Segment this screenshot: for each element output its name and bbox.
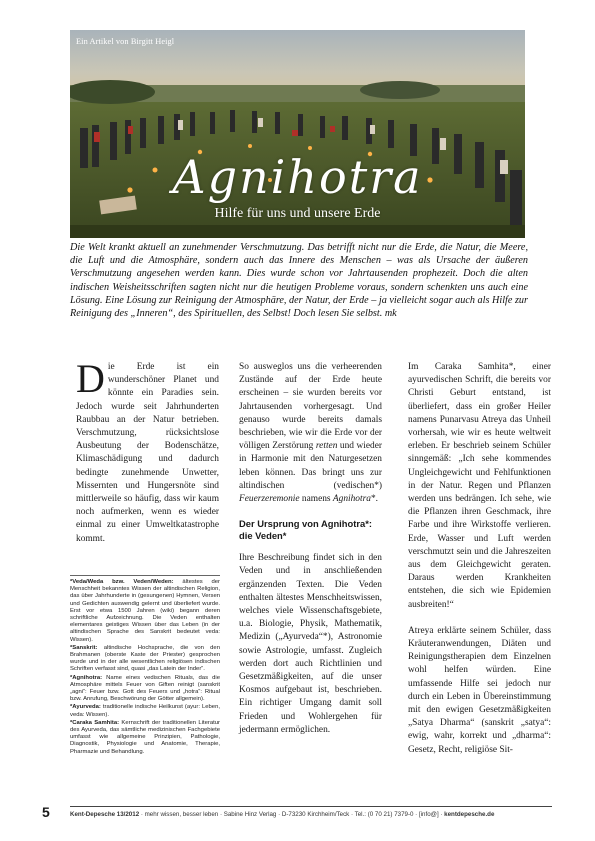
glossary-entry: *Veda/Weda bzw. Veden/Weden: ältestes der Menschheit bekanntes Wissen der altindischen Religion, das über Jahrhunderte in (gesungenen) Hymnen, Versen und Gedichten auswendig gelernt und überliefert wurde. Erst vor etwa 1500 Jahren (wiki) begann deren schriftliche Aufzeichnung. Die Veden enthalten elementares geistiges Wissen über das Leben (in der altindischen Sprache des Sanskrit bedeutet veda: Wissen). [70,579,220,643]
article-title: Agnihotra [172,150,423,204]
column-3 [408,361,551,757]
glossary-entry: *Agnihotra: Name eines vedischen Rituals, das die Atmosphäre mittels Feuer von Giften reinigt (sanskrit „agni“: Feuer bzw. Gott des Feuers und „hotra“: Ritual bzw. Anrufung, Beschwörung der Götter allgemein). [70,674,220,703]
glossary-entry: *Ayurveda: traditionelle indische Heilkunst (ayur: Leben, veda: Wissen). [70,704,220,718]
body-paragraph: So ausweglos uns die verheerenden Zustände auf der Erde heute erscheinen – sie wurden bereits vor Jahrtausenden vorhergesagt. Und genauso wurde bereits damals beschrieben, wie wir die Erde vor der völligen Zerstörung retten und wieder in Harmonie mit den Naturgesetzen leben können. Das bringt uns zur altindischen (vedischen*) Feuerzeremonie namens Agnihotra*. [239,362,382,505]
byline: Ein Artikel von Birgitt Heigl [76,37,175,46]
hero-photo [70,30,525,238]
footer-info: · mehr wissen, besser leben · Sabine Hinz Verlag · D-73230 Kirchheim/Teck · Tel.: (0 70 21) 7379-0 · [info@] · [139,811,445,818]
body-paragraph: Atreya erklärte seinem Schüler, dass Kräuteranwendungen, Diäten und Reinigungstherapien dem Einzelnen wohl helfen würden. Eine umfassende Hilfe sei jedoch nur durch ein Leben in Übereinstimmung mit den ewigen Gesetzmäßigkeiten „Satya Dharma“ (sanskrit „satya“: ewig, wahr, korrekt und „dharma“: Gesetz, Recht, religiöse Sit- [408,625,551,755]
footer-issue: Kent-Depesche 13/2012 [70,811,140,818]
intro-paragraph: Die Erde ist ein wunderschöner Planet und könnte ein Paradies sein. Jedoch wurde seit Jahrhunderten Raubbau an der Natur betrieben. Verschmutzung, rücksichtslose Ausbeutung der Bodenschätze, Klimaschädigung und dadurch bedingte zunehmende Unwetter, Missernten und Hungersnöte sind mittlerweile so häufig, dass wir kaum noch aufmerken, wenn es wieder einmal zu einer Umweltkatastrophe kommt. [76,356,219,544]
glossary-entry: *Caraka Samhita: Kernschrift der traditionellen Literatur des Ayurveda, das sämtliche medizinischen Fachgebiete umfasst wie allgemeine Prinzipien, Pathologie, Diagnostik, Physiologie und Anatomie, Therapie, Pharmazie und Behandlung. [70,719,220,755]
footer-divider [70,806,552,807]
lead-paragraph: Die Welt krankt aktuell an zunehmender Verschmutzung. Das betrifft nicht nur die Erde, die Natur, die Meere, die Luft und die Atmosphäre, sondern auch das Innere des Menschen – was als Ursache der äußeren Verschmutzung angesehen werden kann. Dies wurde schon vor Jahrtausenden prophezeit. Doch die alten indischen Weisheitsschriften sagten nicht nur die heutigen Probleme voraus, sondern schenkten uns auch eine Lösung. Eine Lösung zur Reinigung der Atmosphäre, der Natur, der Erde – ja vielleicht sogar auch als Hilfe zur Reinigung des „Inneren“, des Spirituellen, des Selbst! Doch lesen Sie selbst. mk [70,242,528,320]
footer [70,811,494,818]
glossary-entry: *Sanskrit: altindische Hochsprache, die von den Brahmanen (oberste Kaste der Priester) gesprochen wurde und in der alle wesentlichen religiösen indischen Schriften verfasst sind, quasi „das Latein der Inder“. [70,644,220,673]
footer-website-link[interactable]: kentdepesche.de [444,811,495,818]
body-paragraph: Im Caraka Samhita*, einer ayurvedischen Schrift, die bereits vor Christi Geburt entstand, ist überliefert, dass ein großer Heiler namens Punarvasu Atreya das Unheil vorhersah, wie wir es heute weltweit erleben. Er beschrieb seinem Schüler sinngemäß: „Ich sehe kommendes Ungleichgewicht und Fehlfunktionen in der Natur. Regen und Pflanzen werden uns bedrängen. Ich sehe, wie die Pflanzen ihren Geschmack, ihre Farbe und ihre Wirkstoffe verlieren. Erde, Wasser und Luft werden verschmutzt sein und die Jahreszeiten aus dem Gleichgewicht geraten. Daraus werden Krankheiten entstehen, die sich wie Epidemien ausbreiten!“ [408,362,551,610]
column-2 [239,361,382,737]
drop-cap: D [76,356,105,401]
article-subtitle: Hilfe für uns und unsere Erde [214,206,381,221]
column-1 [76,356,219,546]
glossary-box [70,575,220,757]
body-paragraph: Ihre Beschreibung findet sich in den Veden und in anschließenden ergänzenden Texten. Die Veden enthalten ältestes Menschheitswissen, welches viele Wissenschaftsgebiete, u.a. Biologie, Physik, Mathematik, Medizin („Ayurveda“*), Astronomie sowie Astrologie, umfasst. Zugleich werden dort auch Richtlinien und Gesetzmäßigkeiten, auf die unser Kosmos aufgebaut ist, beschrieben. Ein richtiger Umgang damit soll Frieden und Wohlergehen für jedermann ermöglichen. [239,553,382,735]
section-heading: Der Ursprung von Agnihotra*: die Veden* [239,518,372,542]
page-number: 5 [42,804,50,820]
